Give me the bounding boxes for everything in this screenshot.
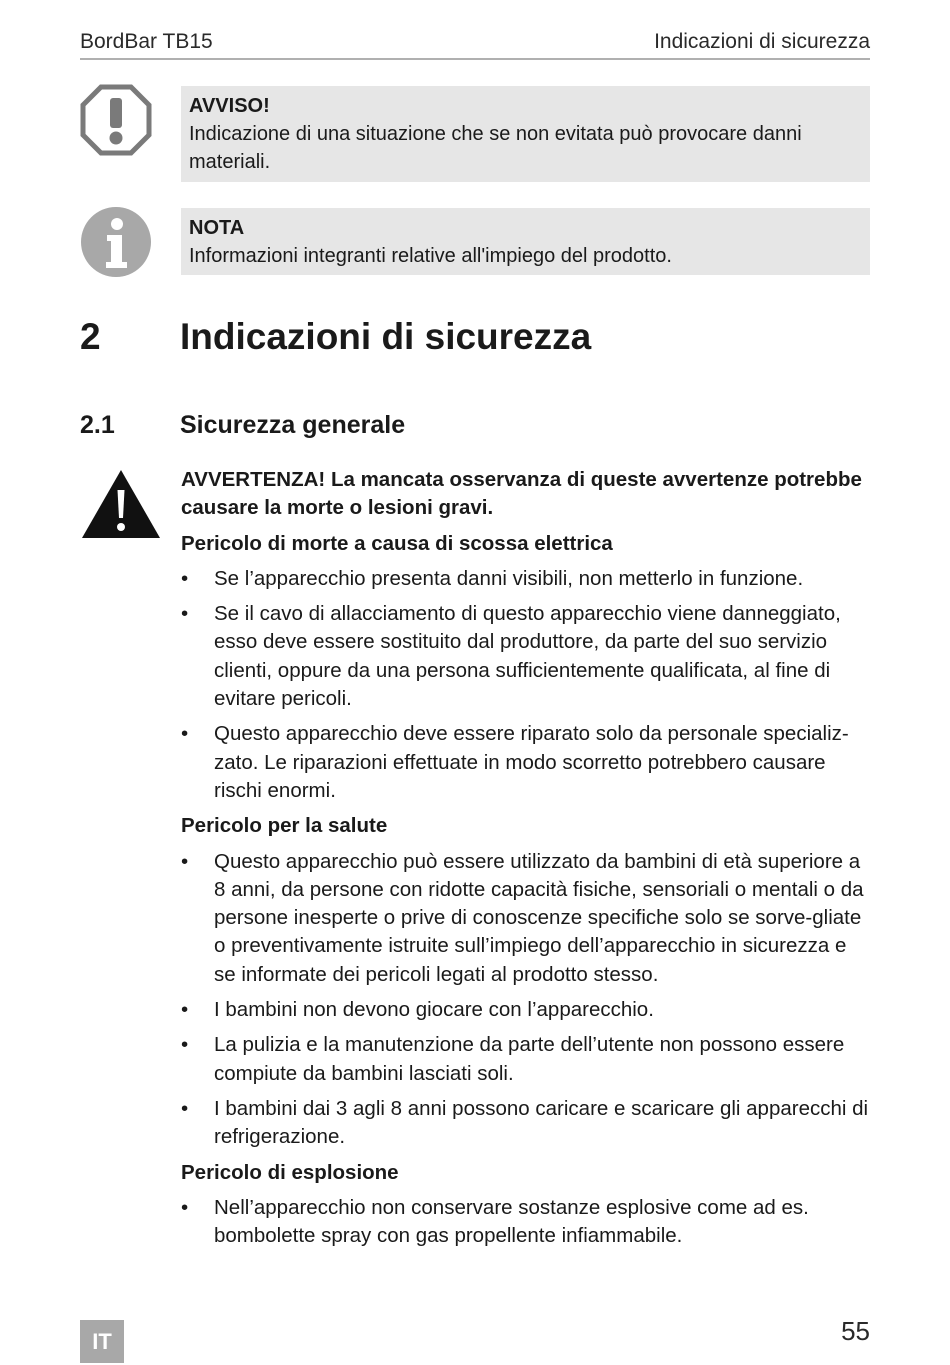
- section-number: 2.1: [80, 411, 115, 439]
- chapter-number: 2: [80, 316, 101, 357]
- notice-nota: [181, 208, 870, 275]
- header-section: Indicazioni di sicurezza: [654, 30, 870, 53]
- header-product: BordBar TB15: [80, 30, 213, 53]
- notice-text: Indicazione di una situazione che se non evitata può provocare danni materiali.: [189, 123, 802, 173]
- bullet-list: [181, 848, 870, 1152]
- notice-title: AVVISO!: [189, 95, 270, 117]
- notice-text: Informazioni integranti relative all'impiego del prodotto.: [189, 245, 672, 267]
- group-heading: Pericolo per la salute: [181, 814, 388, 838]
- bullet-list: [181, 1194, 870, 1251]
- chapter-title: Indicazioni di sicurezza: [180, 316, 592, 357]
- list-item: • Se il cavo di allacciamento di questo apparecchio viene danneggiato, esso deve essere sostituito dal produttore, da parte del suo servizio clienti, oppure da una persona sufficientemente qualificata, al fine di evitare pericoli.: [181, 600, 870, 713]
- list-item: • I bambini non devono giocare con l’apparecchio.: [181, 996, 870, 1024]
- list-item: • Questo apparecchio può essere utilizzato da bambini di età superiore a 8 anni, da persone con ridotte capacità fisiche, sensoriali o mentali o da persone inesperte o prive di conoscenze specifiche solo se sorve-gliate o preventivamente istruite sull’impiego dell’apparecchio in sicurezza e se informate dei pericoli legati al prodotto stesso.: [181, 848, 870, 989]
- safety-content: [181, 466, 870, 1257]
- group-heading: Pericolo di esplosione: [181, 1160, 399, 1184]
- list-item: • I bambini dai 3 agli 8 anni possono caricare e scaricare gli apparecchi di refrigerazione.: [181, 1095, 870, 1152]
- notice-title: NOTA: [189, 217, 245, 239]
- page-number: 55: [841, 1316, 870, 1346]
- language-badge: IT: [80, 1320, 124, 1363]
- bullet-list: [181, 565, 870, 805]
- list-item: • Nell’apparecchio non conservare sostanze esplosive come ad es. bombolette spray con gas propellente infiammabile.: [181, 1194, 870, 1251]
- list-item: • Questo apparecchio deve essere riparato solo da personale specializ-zato. Le riparazioni effettuate in modo scorretto potrebbero causare rischi enormi.: [181, 720, 870, 805]
- warning-heading: AVVERTENZA! La mancata osservanza di queste avvertenze potrebbe causare la morte o lesioni gravi.: [181, 468, 862, 520]
- list-item: • Se l’apparecchio presenta danni visibili, non metterlo in funzione.: [181, 565, 870, 593]
- group-heading: Pericolo di morte a causa di scossa elettrica: [181, 531, 613, 555]
- notice-avviso: [181, 86, 870, 182]
- section-title: Sicurezza generale: [180, 411, 406, 439]
- list-item: • La pulizia e la manutenzione da parte dell’utente non possono essere compiute da bambini lasciati soli.: [181, 1031, 870, 1088]
- info-circle-icon: [80, 206, 152, 278]
- page-header: [80, 28, 870, 60]
- warning-triangle-icon: [80, 468, 162, 540]
- exclamation-octagon-icon: [80, 84, 152, 156]
